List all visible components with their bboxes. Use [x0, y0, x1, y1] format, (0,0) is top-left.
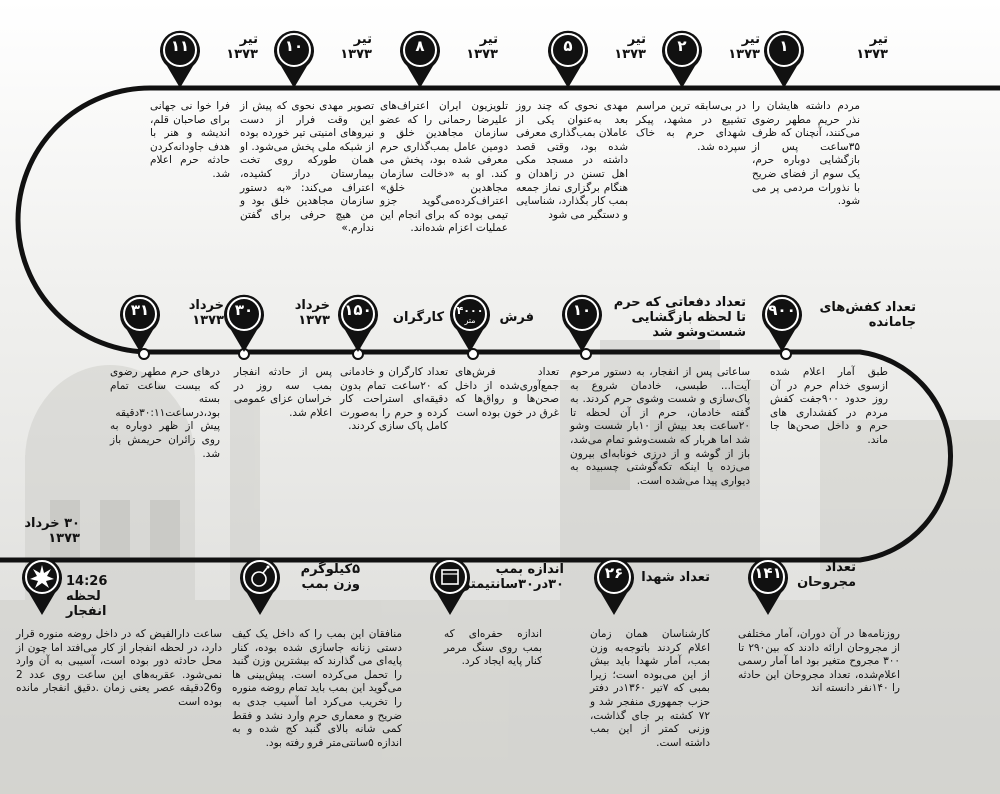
event-text: فرا خوا نی جهانی برای صاحبان قلم، اندیشه و هنر با هدف جاودانه‌کردن حادثه حرم اعلام شد. — [150, 100, 230, 180]
pin-number: ۱۰ — [572, 301, 592, 319]
event-text: کارشناسان همان زمان اعلام کردند باتوجه‌به وزن بمب، آمار شهدا باید بیش از این می‌بوده است؛ زیرا بمبی که ۷تیر ۱۳۶۰در دفتر حزب جمهوری منفجر شد و ۷۲ کشته بر جای گذاشت، وزنی کمتر از این بمب داشته است. — [590, 628, 710, 749]
event-text: منافقان این بمب را که داخل یک کیف دستی زنانه جاسازی شده بوده، کنار پایه‌ای می گذارند که بیشترین وزن گنبد را تحمل می‌کرده است. پیش‌بینی ها می‌گوید این بمب باید تمام روضه منوره را تخریب می‌کرد اما آسیب جدی به ضریح و معماری حرم وارد نشد و فقط کمی شانه بالای گنبد کج شده و به اندازه ۵سانتی‌متر فرو رفته بود. — [232, 628, 402, 749]
date-label: خرداد ۱۳۷۳ — [188, 298, 224, 328]
event-text: ساعت دارالفیض که در داخل روضه منوره قرار دارد، در لحظه انفجار از کار می‌افتد اما چون از محل حادثه دور بوده است، آسیبی به آن وارد نمی‌شود. عقربه‌های این ساعت روی عدد 2 و26دقیقه عصر یعنی زمان .دقیق انفجار مانده بوده است — [16, 628, 222, 708]
date-label: تیر ۱۳۷۳ — [728, 32, 760, 62]
event-text: ساعاتی پس از انفجار، به دستور مرحوم آیت‌ا... طبسی، خادمان شروع به پاک‌سازی و شست وشوی حرم کردند. به گفته خادمان، حرم از آن لحظه تا ۲۰ساعت بعد بیش از ۱۰بار شست وشو شد اما هربار که شست‌وشو تمام می‌شد، باز از گوشه و از درزی خونابه‌ای بیرون می‌زده یا اینکه تکه‌گوشتی چسبیده به دیواری پیدا می‌شده است. — [570, 366, 750, 487]
timeline-pin-shoes — [760, 292, 804, 352]
stat-title: تعداد دفعاتی که حرم تا لحظه بازگشایی شست‌وشو شد — [613, 295, 746, 340]
event-text: تصویر مهدی نحوی که پیش از این وقت فرار از دست نیروهای امنیتی تیر خورده بوده از شبکه ملی پخش می‌شود. او همان طورکه روی تخت بیمارستان دراز کشیده، اعتراف می‌کند: «به دستور سازمان مجاهدین خلق بود و من هیچ حرفی برای گفتن ندارم.» — [240, 100, 374, 235]
pin-number: ۹۰۰ — [768, 301, 796, 319]
pin-number: ۸ — [415, 37, 425, 55]
date-label: تیر ۱۳۷۳ — [614, 32, 646, 62]
event-text: روزنامه‌ها در آن دوران، آمار مختلفی از مجروحان ارائه دادند که بین۲۹۰ تا ۳۰۰ مجروح متغیر بود اما آمار رسمی اعلام‌شده، تعداد مجروحان این حادثه را ۱۴۰نفر دانسته اند — [738, 628, 900, 695]
pin-number: ۳۱ — [130, 301, 150, 319]
pin-number: ۳۰ — [234, 301, 254, 319]
event-text: اندازه حفره‌ای که بمب روی سنگ مرمر کنار پایه ایجاد کرد. — [444, 628, 542, 668]
pin-number: ۲۶ — [604, 564, 624, 582]
event-text: طبق آمار اعلام شده ازسوی خدام حرم در آن روز حدود ۹۰۰جفت کفش مردم در کفشداری های حرم و داخل صحن‌ها جا ماند. — [770, 366, 889, 446]
stat-title: تعداد شهدا — [641, 570, 710, 585]
stat-title: ۵کیلوگرم وزن بمب — [300, 562, 360, 592]
timeline-pin-5-tir — [546, 28, 590, 88]
event-text: تعداد کارگران و خادمانی که ۲۰ساعت تمام بدون دقیقه‌ای استراحت کار کرده و حرم را به‌صورت کامل پاک سازی کردند. — [340, 366, 448, 433]
timeline-pin-injured — [746, 555, 790, 615]
pin-number: ۱ — [779, 37, 789, 55]
date-label: تیر ۱۳۷۳ — [466, 32, 498, 62]
pin-number: ۱۰ — [284, 37, 304, 55]
pin-number: ۵ — [563, 37, 573, 55]
timeline-pin-10-tir — [272, 28, 316, 88]
event-text: تلویزیون ایران اعتراف‌های علیرضا رحمانی را که عضو سازمان مجاهدین خلق و دومین عامل بمب‌گذاری حرم معرفی شده بود، پخش می کند. او به «دخالت سازمان مجاهدین خلق» اعتراف‌کرده‌می‌گوید جزو تیمی بوده که برای انجام این عملیات اعزام شده‌اند. — [380, 100, 508, 235]
event-text: در بی‌سابقه ترین مراسم تشییع در مشهد، پیکر شهدای حرم به خاک سپرده شد. — [636, 100, 746, 153]
timeline-pin-2-tir — [660, 28, 704, 88]
event-text: مهدی نحوی که چند روز بعد به‌عنوان یکی از عاملان بمب‌گذاری معرفی شده بود، وقتی قصد داشته در مسجد مکی اهل تسنن در زاهدان و هنگام برگزاری نماز جمعه بمب کار بگذارد، شناسایی و دستگیر می شود — [515, 100, 628, 221]
pin-unit: متر — [464, 316, 476, 325]
event-text: مردم داشته هایشان را نذر حریم مطهر رضوی می‌کنند، آنچنان که ظرف ۳۵ساعت پس از بازگشایی دوباره حرم، یک سوم از فضای ضریح با نذورات مردمی پر می شود. — [752, 100, 860, 208]
event-text: درهای حرم مطهر رضوی که بیست ساعت تمام بسته بود،درساعت۳۰:۱۱دقیقه پیش از ظهر دوباره به روی زائران حریمش باز شد. — [110, 366, 220, 460]
timeline-pin-1-tir — [762, 28, 806, 88]
pin-number: ۲ — [677, 37, 687, 55]
timeline-pin-bomb-weight — [238, 555, 282, 615]
timeline-pin-washes — [560, 292, 604, 352]
stat-title: فرش — [499, 310, 534, 325]
timeline-pin-31-khordad — [118, 292, 162, 352]
pin-number: ۱۵۰ — [344, 301, 372, 319]
pin-number: ۴۰۰۰ — [456, 304, 484, 317]
timeline-pin-8-tir — [398, 28, 442, 88]
date-label: تیر ۱۳۷۳ — [856, 32, 888, 62]
timeline-pin-11-tir — [158, 28, 202, 88]
date-label: خرداد ۱۳۷۳ — [294, 298, 330, 328]
timeline-pin-carpets — [448, 292, 492, 352]
date-label: تیر ۱۳۷۳ — [340, 32, 372, 62]
timeline-pin-martyrs — [592, 555, 636, 615]
timeline-pin-explosion — [20, 555, 64, 615]
pin-number: ۱۱ — [170, 37, 190, 55]
pin-number: ۱۴۱ — [754, 564, 782, 582]
timeline-pin-30-khordad — [222, 292, 266, 352]
event-text: پس از حادثه انفجار بمب سه روز در خراسان عزای عمومی اعلام شد. — [234, 366, 332, 419]
event-text: تعداد فرش‌های جمع‌آوری‌شده از داخل صحن‌ها و رواق‌ها که غرق در خون بوده است — [455, 366, 559, 419]
stat-title: تعداد مجروحان — [797, 560, 856, 590]
stat-title: کارگران — [392, 310, 444, 325]
date-label: تیر ۱۳۷۳ — [226, 32, 258, 62]
stat-title: اندازه بمب ۳۰در۳۰سانتیمتر — [462, 562, 564, 592]
stat-title: تعداد کفش‌های جامانده — [819, 300, 916, 330]
stat-title: 14:26 لحظه انفجار — [66, 574, 108, 619]
timeline-pin-workers — [336, 292, 380, 352]
explosion-date-label: ۳۰ خرداد ۱۳۷۳ — [24, 516, 80, 546]
